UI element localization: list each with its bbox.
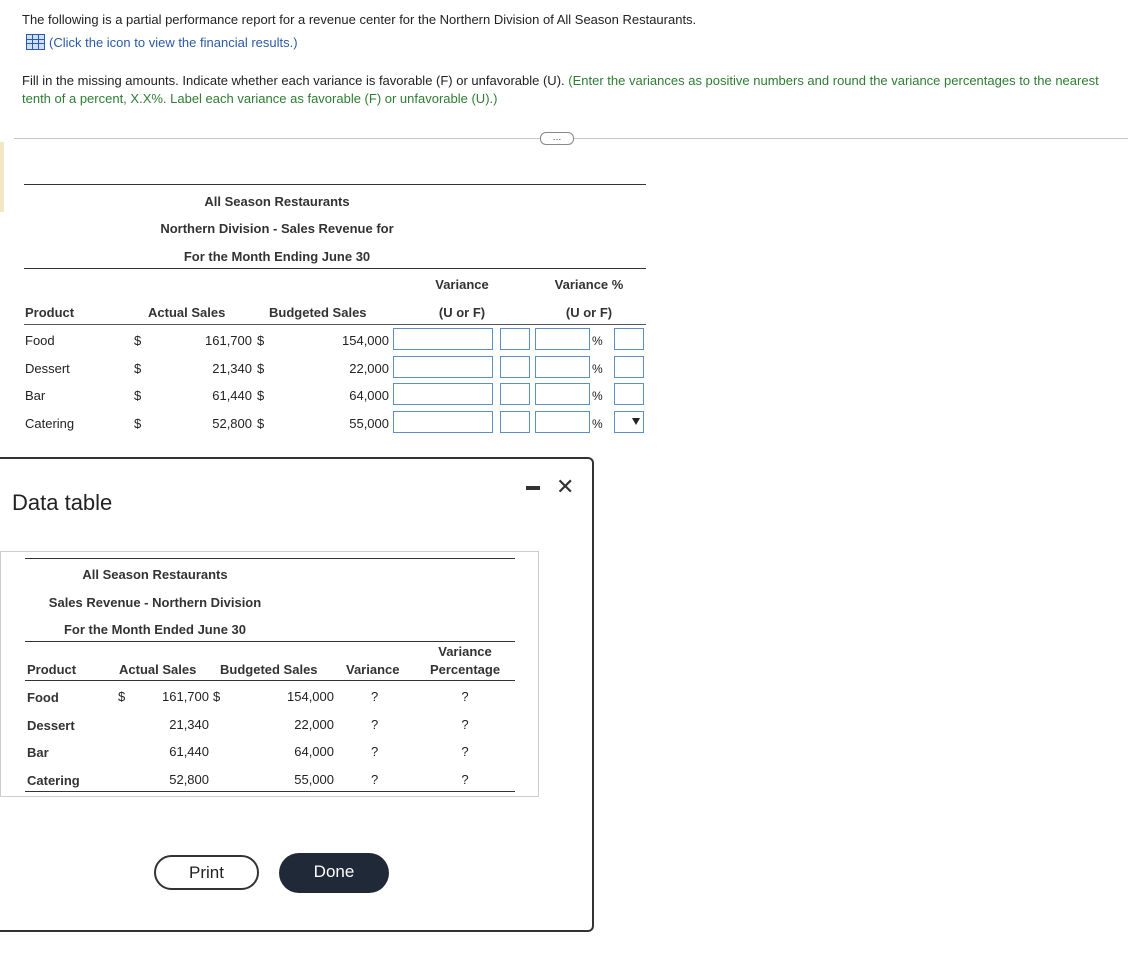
variance-uf-input[interactable] <box>500 356 530 378</box>
form-title-company: All Season Restaurants <box>204 194 350 209</box>
table-title-report: Sales Revenue - Northern Division <box>48 595 262 610</box>
col-budgeted-header: Budgeted Sales <box>220 662 318 677</box>
table-top-rule <box>25 558 515 559</box>
col-varpct-header-line1: Variance <box>438 644 492 659</box>
dollar-sign: $ <box>118 689 126 704</box>
minimize-button[interactable] <box>526 486 540 490</box>
row-budgeted: 154,000 <box>342 333 389 348</box>
dollar-sign: $ <box>134 333 142 348</box>
row-actual: 161,700 <box>205 333 252 348</box>
col-variance-header: Variance <box>346 662 400 677</box>
row-actual: 161,700 <box>162 689 209 704</box>
col-product-header: Product <box>27 662 77 677</box>
variance-amount-input[interactable] <box>393 383 493 405</box>
instructions <box>22 72 1122 108</box>
dollar-sign: $ <box>134 361 142 376</box>
row-budgeted: 22,000 <box>294 717 334 732</box>
row-budgeted: 64,000 <box>294 744 334 759</box>
print-button[interactable]: Print <box>154 855 259 890</box>
variance-uf-input[interactable] <box>500 328 530 350</box>
table-header-rule <box>25 680 515 681</box>
row-budgeted: 154,000 <box>287 689 334 704</box>
row-variance-pct: ? <box>461 744 469 759</box>
row-variance: ? <box>371 717 379 732</box>
dialog-title: Data table <box>12 490 113 515</box>
col-varpct-uf-header: (U or F) <box>565 305 613 320</box>
row-actual: 21,340 <box>169 717 209 732</box>
instructions-hint: (Enter the variances as positive numbers and round the variance percentages to the nearest tenth of a percent, X.X%. Label each variance as favorable (F) or unfavorable (U).) <box>22 73 1099 106</box>
table-title-company: All Season Restaurants <box>82 567 228 582</box>
variance-pct-input[interactable] <box>535 383 590 405</box>
row-actual: 52,800 <box>212 416 252 431</box>
variance-uf-input[interactable] <box>500 383 530 405</box>
pct-sign: % <box>592 334 603 348</box>
form-header-rule <box>24 324 646 325</box>
row-actual: 21,340 <box>212 361 252 376</box>
dollar-sign: $ <box>213 689 221 704</box>
left-accent <box>0 142 4 212</box>
intro-text: The following is a partial performance report for a revenue center for the Northern Division of All Season Restaurants. <box>22 12 697 27</box>
row-budgeted: 22,000 <box>349 361 389 376</box>
row-product: Bar <box>25 388 46 403</box>
row-variance: ? <box>371 689 379 704</box>
dollar-sign: $ <box>257 388 265 403</box>
variance-uf-input[interactable] <box>500 411 530 433</box>
row-product: Dessert <box>27 718 75 733</box>
row-actual: 52,800 <box>169 772 209 787</box>
row-actual: 61,440 <box>169 744 209 759</box>
col-budgeted-header: Budgeted Sales <box>269 305 367 320</box>
row-budgeted: 64,000 <box>349 388 389 403</box>
col-varpct-label: Variance % <box>554 277 624 292</box>
form-title-report: Northern Division - Sales Revenue for <box>160 221 394 236</box>
dollar-sign: $ <box>134 388 142 403</box>
col-actual-header: Actual Sales <box>148 305 226 320</box>
row-budgeted: 55,000 <box>294 772 334 787</box>
more-button[interactable]: … <box>540 132 574 145</box>
table-bottom-rule <box>25 791 515 792</box>
variance-pct-uf-input[interactable] <box>614 383 644 405</box>
row-product: Dessert <box>25 361 70 376</box>
dropdown-arrow-icon <box>632 418 640 425</box>
row-product: Food <box>27 690 59 705</box>
row-product: Bar <box>27 745 49 760</box>
row-variance: ? <box>371 772 379 787</box>
variance-pct-uf-input[interactable] <box>614 356 644 378</box>
variance-amount-input[interactable] <box>393 356 493 378</box>
variance-pct-uf-input[interactable] <box>614 328 644 350</box>
pct-sign: % <box>592 417 603 431</box>
form-title-rule <box>24 268 646 269</box>
col-variance-uf-header: (U or F) <box>438 305 486 320</box>
dollar-sign: $ <box>257 416 265 431</box>
variance-pct-input[interactable] <box>535 328 590 350</box>
close-icon[interactable]: ✕ <box>556 474 575 499</box>
row-product: Catering <box>25 416 75 431</box>
dollar-sign: $ <box>134 416 142 431</box>
variance-amount-input[interactable] <box>393 328 493 350</box>
pct-sign: % <box>592 362 603 376</box>
table-title-period: For the Month Ended June 30 <box>63 622 246 637</box>
instructions-main: Fill in the missing amounts. Indicate whether each variance is favorable (F) or unfavorable (U). <box>22 73 565 88</box>
financial-results-link-text[interactable]: (Click the icon to view the financial results.) <box>49 34 298 50</box>
form-title-period: For the Month Ending June 30 <box>183 249 371 264</box>
row-actual: 61,440 <box>212 388 252 403</box>
pct-sign: % <box>592 389 603 403</box>
variance-pct-input[interactable] <box>535 411 590 433</box>
col-variance-label: Variance <box>435 277 489 292</box>
form-top-rule <box>24 184 646 185</box>
row-variance-pct: ? <box>461 717 469 732</box>
table-title-rule <box>25 641 515 642</box>
row-variance-pct: ? <box>461 772 469 787</box>
close-button[interactable] <box>556 474 574 500</box>
row-variance-pct: ? <box>461 689 469 704</box>
row-budgeted: 55,000 <box>349 416 389 431</box>
dollar-sign: $ <box>257 361 265 376</box>
table-icon[interactable] <box>26 34 45 50</box>
variance-amount-input[interactable] <box>393 411 493 433</box>
row-product: Catering <box>27 773 80 788</box>
row-product: Food <box>25 333 55 348</box>
financial-results-link[interactable] <box>26 34 298 50</box>
done-button[interactable]: Done <box>279 853 389 893</box>
variance-pct-uf-select[interactable] <box>614 411 644 433</box>
row-variance: ? <box>371 744 379 759</box>
col-varpct-header-line2: Percentage <box>429 662 501 677</box>
col-actual-header: Actual Sales <box>119 662 197 677</box>
col-product-header: Product <box>25 305 75 320</box>
variance-pct-input[interactable] <box>535 356 590 378</box>
dollar-sign: $ <box>257 333 265 348</box>
